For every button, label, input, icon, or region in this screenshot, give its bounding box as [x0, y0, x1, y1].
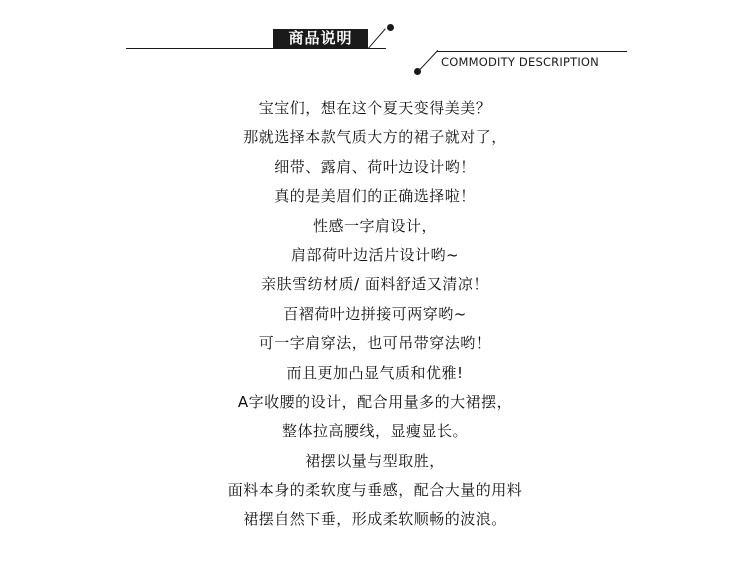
description-line: 裙摆自然下垂，形成柔软顺畅的波浪。 [243, 510, 507, 529]
section-title: 商品说明 [273, 29, 368, 48]
description-line: 真的是美眉们的正确选择啦！ [274, 187, 476, 206]
description-line: 肩部荷叶边活片设计哟~ [290, 245, 460, 264]
section-header [0, 0, 750, 90]
description-line: 性感一字肩设计， [312, 216, 437, 235]
header-dot-bottom [414, 68, 421, 75]
description-line: 细带、露肩、荷叶边设计哟！ [274, 157, 476, 176]
header-slash-top [368, 28, 386, 48]
header-rule-top [126, 48, 386, 49]
description-line: 面料本身的柔软度与垂感，配合大量的用料 [227, 481, 523, 500]
description-line: A字收腰的设计，配合用量多的大裙摆， [237, 392, 513, 411]
description-line: 那就选择本款气质大方的裙子就对了， [243, 128, 507, 147]
description-line: 整体拉高腰线，显瘦显长。 [281, 422, 468, 441]
header-dot-top [387, 24, 394, 31]
description-line: 百褶荷叶边拼接可两穿哟~ [283, 304, 467, 323]
description-list [0, 94, 750, 535]
section-subtitle: COMMODITY DESCRIPTION [441, 55, 599, 69]
description-line: 亲肤雪纺材质/ 面料舒适又清凉！ [261, 275, 489, 294]
description-line: 宝宝们，想在这个夏天变得美美？ [258, 99, 492, 117]
header-rule-bottom [437, 51, 627, 52]
description-line: 而且更加凸显气质和优雅! [286, 363, 464, 382]
description-line: 可一字肩穿法，也可吊带穿法哟！ [258, 334, 492, 353]
description-line: 裙摆以量与型取胜， [305, 451, 445, 470]
